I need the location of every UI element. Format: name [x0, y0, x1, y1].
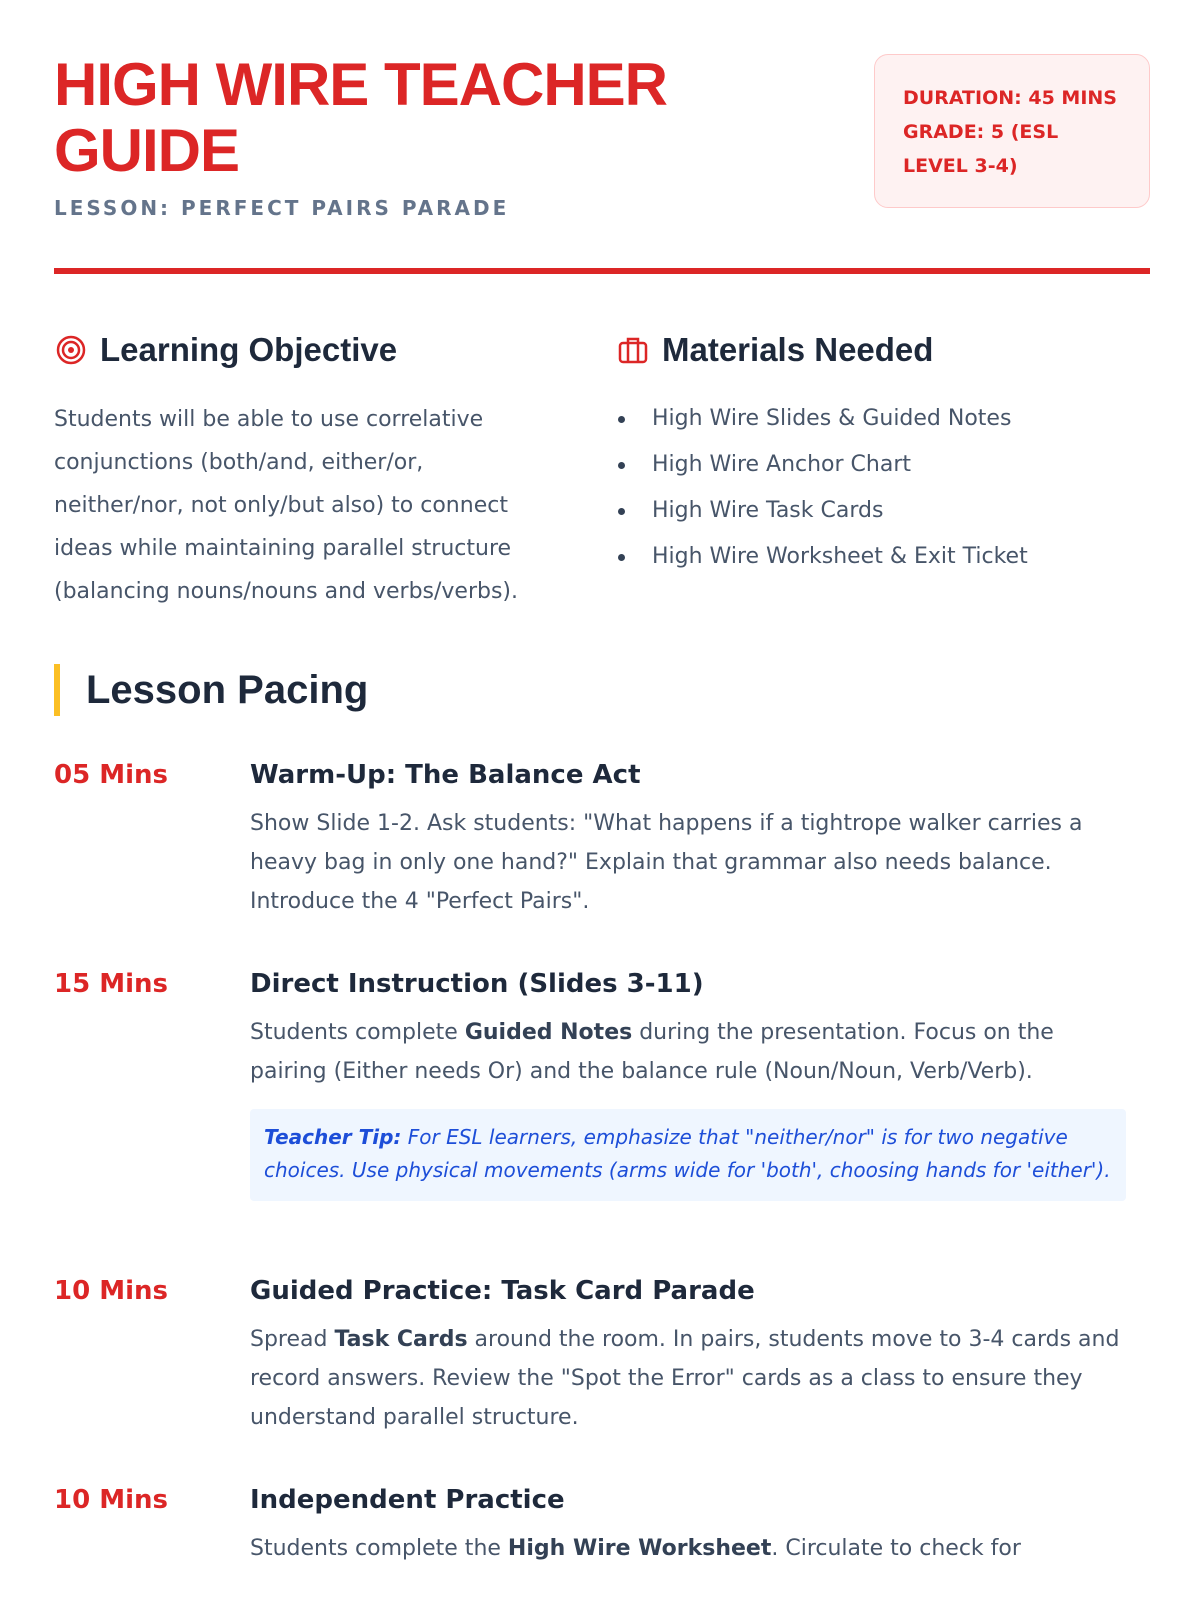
materials-list — [616, 396, 1150, 580]
materials-heading: Materials Needed — [662, 331, 934, 368]
header-divider — [54, 268, 1150, 274]
teacher-tip — [250, 1109, 1126, 1201]
step-body — [250, 1274, 1126, 1437]
teacher-guide-page — [54, 0, 1150, 1561]
step-body — [250, 758, 1126, 921]
step-description-text: Show Slide 1-2. Ask students: "What happens if a tightrope walker carries a heavy bag in only one hand?" Explain that grammar also needs balance. Introduce the 4 "Perfect Pairs". — [250, 811, 1083, 914]
lesson-subtitle: LESSON: PERFECT PAIRS PARADE — [54, 196, 510, 220]
step-description-text: around the room. In pairs, students move to 3-4 cards and record answers. Review the "Spot the Error" cards as a class to ensure they understand parallel structure. — [250, 1327, 1120, 1430]
objective-text: Students will be able to use correlative conjunctions (both/and, either/or, neither/nor, not only/but also) to connect ideas while maintaining parallel structure (balancing nouns/nouns and verbs/verbs). — [54, 407, 519, 604]
grade-label: GRADE: 5 (ESL LEVEL 3-4) — [903, 121, 1059, 177]
target-icon — [54, 333, 88, 367]
step-time: 10 Mins — [54, 1485, 169, 1515]
step-description-emphasis: High Wire Worksheet — [507, 1536, 772, 1561]
list-item — [616, 442, 1150, 488]
section-accent-bar — [54, 664, 60, 716]
lesson-pacing-heading: Lesson Pacing — [86, 667, 369, 712]
step-description — [250, 1529, 1126, 1568]
lesson-pacing-heading-row — [54, 664, 368, 716]
step-description — [250, 1320, 1126, 1437]
list-item — [616, 488, 1150, 534]
page-title: HIGH WIRE TEACHER GUIDE — [54, 51, 667, 184]
material-label: High Wire Worksheet & Exit Ticket — [652, 544, 1028, 569]
step-title: Warm-Up: The Balance Act — [250, 760, 641, 790]
teacher-tip-text: For ESL learners, emphasize that "neither/nor" is for two negative choices. Use physical movements (arms wide for 'both', choosing hands for 'either'). — [264, 1125, 1111, 1182]
step-description-text: . Circulate to check for — [771, 1536, 1021, 1561]
step-title: Guided Practice: Task Card Parade — [250, 1276, 755, 1306]
list-item — [616, 396, 1150, 442]
material-label: High Wire Task Cards — [652, 498, 884, 523]
step-body — [250, 967, 1126, 1201]
step-time: 15 Mins — [54, 969, 169, 999]
step-time: 10 Mins — [54, 1276, 169, 1306]
lesson-meta-box — [874, 54, 1150, 208]
step-description-text: during the presentation. Focus on the pairing (Either needs Or) and the balance rule (Noun/Noun, Verb/Verb). — [250, 1020, 1054, 1084]
step-body — [250, 1483, 1126, 1568]
objective-materials-section — [54, 278, 1150, 638]
step-description — [250, 804, 1126, 921]
step-description-emphasis: Guided Notes — [464, 1020, 633, 1045]
materials-heading-row — [616, 330, 1150, 370]
objective-heading: Learning Objective — [100, 331, 398, 368]
duration-label: DURATION: 45 MINS — [903, 87, 1117, 109]
material-label: High Wire Anchor Chart — [652, 452, 912, 477]
materials-needed — [616, 330, 1150, 580]
step-description — [250, 1013, 1126, 1091]
learning-objective — [54, 330, 554, 613]
step-description-text: Spread — [250, 1327, 335, 1352]
step-title: Direct Instruction (Slides 3-11) — [250, 969, 704, 999]
guide-header — [54, 0, 1150, 278]
step-title: Independent Practice — [250, 1485, 565, 1515]
material-label: High Wire Slides & Guided Notes — [652, 406, 1012, 431]
step-description-text: Students complete — [250, 1020, 465, 1045]
teacher-tip-label: Teacher Tip: — [264, 1125, 402, 1149]
list-item — [616, 534, 1150, 580]
objective-heading-row — [54, 330, 554, 370]
step-description-text: Students complete the — [250, 1536, 508, 1561]
step-description-emphasis: Task Cards — [334, 1327, 468, 1352]
step-time: 05 Mins — [54, 760, 169, 790]
briefcase-icon — [616, 333, 650, 367]
